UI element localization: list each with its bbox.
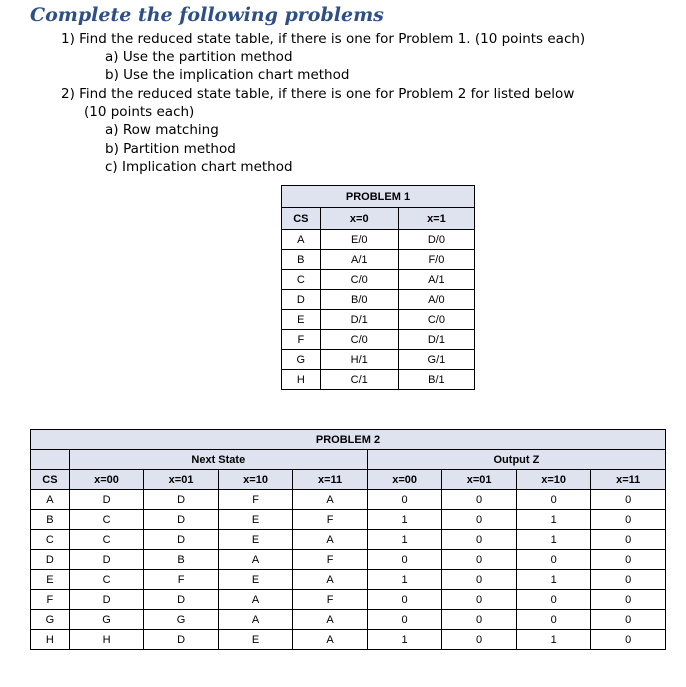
problem1-cell: F xyxy=(282,330,321,350)
problem2-column-header: x=11 xyxy=(293,470,368,490)
problem2-cell: 0 xyxy=(591,510,666,530)
problem2-column-header: x=00 xyxy=(69,470,144,490)
instruction-2c: c) Implication chart method xyxy=(105,159,293,175)
problem2-row xyxy=(31,550,666,570)
problem2-cell: A xyxy=(293,630,368,650)
problem1-title: PROBLEM 1 xyxy=(282,186,475,208)
problem2-cell: A xyxy=(31,490,70,510)
problem2-cell: E xyxy=(218,630,293,650)
problem1-cell: G xyxy=(282,350,321,370)
problem2-cell: 0 xyxy=(516,550,591,570)
problem2-column-header: x=10 xyxy=(218,470,293,490)
problem2-row xyxy=(31,610,666,630)
problem2-cell: 0 xyxy=(591,570,666,590)
problem2-cell: 0 xyxy=(367,490,442,510)
problem2-cell: E xyxy=(218,510,293,530)
problem2-cell: 0 xyxy=(442,610,517,630)
problem1-cell: D/1 xyxy=(320,310,398,330)
problem2-cell: B xyxy=(144,550,219,570)
problem2-cell: H xyxy=(69,630,144,650)
problem2-cell: A xyxy=(293,610,368,630)
problem1-cell: C/1 xyxy=(320,370,398,390)
problem2-row xyxy=(31,630,666,650)
problem2-cell: D xyxy=(144,630,219,650)
problem2-cell: C xyxy=(69,510,144,530)
problem2-cell: F xyxy=(293,510,368,530)
problem1-cell: E xyxy=(282,310,321,330)
instruction-2b: b) Partition method xyxy=(105,141,236,157)
problem1-row xyxy=(282,250,475,270)
problem2-cell: G xyxy=(31,610,70,630)
problem2-cell: 0 xyxy=(516,590,591,610)
problem2-row xyxy=(31,530,666,550)
problem1-cell: H xyxy=(282,370,321,390)
problem2-cell: D xyxy=(69,490,144,510)
problem1-cell: E/0 xyxy=(320,230,398,250)
problem2-row xyxy=(31,570,666,590)
problem2-cell: 0 xyxy=(591,590,666,610)
problem2-cell: F xyxy=(31,590,70,610)
problem2-cell: 1 xyxy=(367,570,442,590)
problem2-cell: 0 xyxy=(591,610,666,630)
problem1-row xyxy=(282,230,475,250)
problem2-title: PROBLEM 2 xyxy=(31,430,666,450)
problem2-cell: A xyxy=(293,570,368,590)
problem2-column-header: x=01 xyxy=(144,470,219,490)
problem2-cell: 0 xyxy=(367,610,442,630)
problem1-cell: D xyxy=(282,290,321,310)
problem2-cell: 1 xyxy=(367,510,442,530)
problem2-cell: F xyxy=(293,590,368,610)
problem1-cell: B/1 xyxy=(398,370,474,390)
problem2-cell: 1 xyxy=(516,530,591,550)
problem2-cell: E xyxy=(218,530,293,550)
problem2-column-header: x=01 xyxy=(442,470,517,490)
problem1-cell: D/1 xyxy=(398,330,474,350)
instruction-1a: a) Use the partition method xyxy=(105,49,293,65)
instruction-1: 1) Find the reduced state table, if there is one for Problem 1. (10 points each) xyxy=(61,31,586,47)
problem2-cell: 1 xyxy=(367,630,442,650)
problem2-cell: F xyxy=(144,570,219,590)
problem2-group-next-state: Next State xyxy=(69,450,367,470)
problem2-cell: 0 xyxy=(442,550,517,570)
problem2-group-output: Output Z xyxy=(367,450,665,470)
problem1-row xyxy=(282,370,475,390)
problem2-cell: A xyxy=(218,550,293,570)
problem1-cell: A/1 xyxy=(320,250,398,270)
problem1-row xyxy=(282,270,475,290)
problem2-cell: 0 xyxy=(591,490,666,510)
problem2-cell: D xyxy=(144,490,219,510)
problem2-cell: A xyxy=(293,490,368,510)
problem2-cell: 1 xyxy=(516,570,591,590)
problem2-cell: A xyxy=(218,590,293,610)
problem2-cell: D xyxy=(69,590,144,610)
page-title: Complete the following problems xyxy=(30,4,384,26)
problem2-cell: C xyxy=(69,530,144,550)
problem2-cell: 0 xyxy=(442,590,517,610)
problem1-cell: A xyxy=(282,230,321,250)
problem2-cell: E xyxy=(218,570,293,590)
problem2-cell: D xyxy=(69,550,144,570)
problem2-column-header: x=10 xyxy=(516,470,591,490)
problem2-group-blank xyxy=(31,450,70,470)
instruction-2: 2) Find the reduced state table, if there is one for Problem 2 for listed below xyxy=(61,86,575,102)
problem1-cell: B/0 xyxy=(320,290,398,310)
problem2-cell: 1 xyxy=(516,630,591,650)
problem1-cell: C xyxy=(282,270,321,290)
problem2-row xyxy=(31,490,666,510)
problem2-cell: 0 xyxy=(442,510,517,530)
instruction-1b: b) Use the implication chart method xyxy=(105,67,350,83)
problem2-cell: F xyxy=(293,550,368,570)
problem1-cell: G/1 xyxy=(398,350,474,370)
problem1-row xyxy=(282,290,475,310)
problem1-header-cs: CS xyxy=(282,208,321,230)
problem1-cell: H/1 xyxy=(320,350,398,370)
problem2-cell: A xyxy=(293,530,368,550)
problem2-table xyxy=(30,429,666,650)
problem2-column-header: CS xyxy=(31,470,70,490)
problem2-row xyxy=(31,590,666,610)
problem2-cell: C xyxy=(69,570,144,590)
problem1-cell: C/0 xyxy=(398,310,474,330)
problem2-cell: 0 xyxy=(516,490,591,510)
problem2-cell: 0 xyxy=(516,610,591,630)
problem1-row xyxy=(282,350,475,370)
problem2-column-header: x=11 xyxy=(591,470,666,490)
problem1-cell: C/0 xyxy=(320,270,398,290)
problem2-cell: 0 xyxy=(367,590,442,610)
problem2-cell: 0 xyxy=(442,630,517,650)
problem2-cell: 1 xyxy=(516,510,591,530)
problem2-cell: 1 xyxy=(367,530,442,550)
problem1-header-x1: x=1 xyxy=(398,208,474,230)
problem2-row xyxy=(31,510,666,530)
problem2-cell: 0 xyxy=(591,630,666,650)
problem2-cell: 0 xyxy=(442,570,517,590)
problem1-table xyxy=(281,185,475,390)
problem2-cell: C xyxy=(31,530,70,550)
problem1-cell: A/1 xyxy=(398,270,474,290)
problem1-row xyxy=(282,330,475,350)
problem2-cell: D xyxy=(144,510,219,530)
problem1-cell: A/0 xyxy=(398,290,474,310)
problem1-cell: D/0 xyxy=(398,230,474,250)
problem2-cell: D xyxy=(144,590,219,610)
problem2-cell: 0 xyxy=(367,550,442,570)
problem1-row xyxy=(282,310,475,330)
problem2-cell: D xyxy=(144,530,219,550)
problem1-header-x0: x=0 xyxy=(320,208,398,230)
problem2-cell: 0 xyxy=(442,490,517,510)
problem1-cell: C/0 xyxy=(320,330,398,350)
problem2-cell: A xyxy=(218,610,293,630)
problem2-cell: 0 xyxy=(591,530,666,550)
problem2-cell: 0 xyxy=(442,530,517,550)
problem2-cell: F xyxy=(218,490,293,510)
problem2-cell: D xyxy=(31,550,70,570)
problem1-cell: B xyxy=(282,250,321,270)
problem2-cell: H xyxy=(31,630,70,650)
instruction-2a: a) Row matching xyxy=(105,122,219,138)
problem2-column-header: x=00 xyxy=(367,470,442,490)
problem2-cell: B xyxy=(31,510,70,530)
problem2-cell: G xyxy=(69,610,144,630)
instruction-2-points: (10 points each) xyxy=(84,104,195,120)
problem2-cell: G xyxy=(144,610,219,630)
problem1-cell: F/0 xyxy=(398,250,474,270)
problem2-cell: E xyxy=(31,570,70,590)
problem2-cell: 0 xyxy=(591,550,666,570)
